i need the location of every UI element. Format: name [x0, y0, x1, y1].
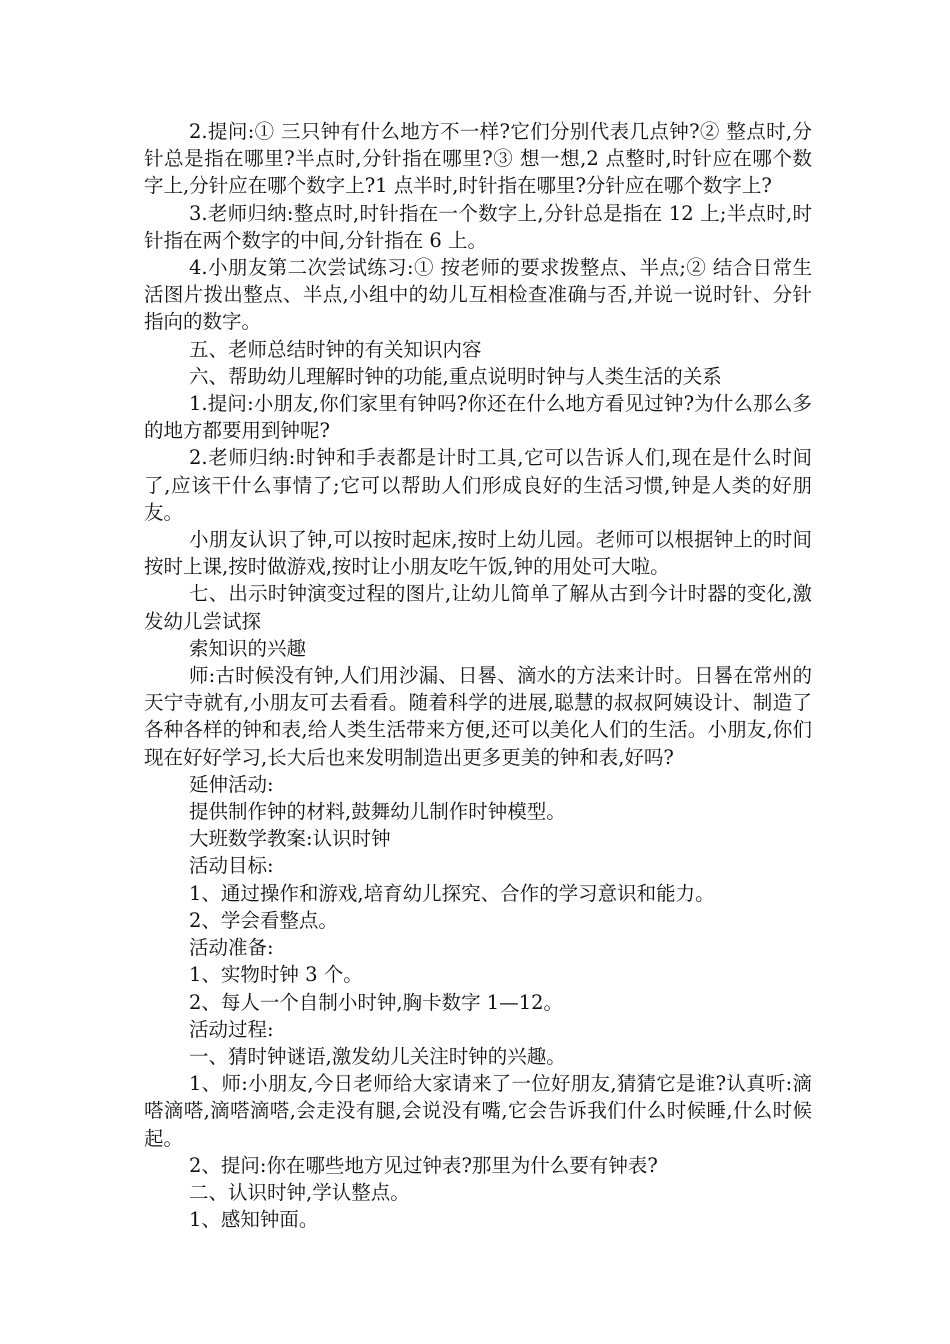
heading-section-seven: 七、出示时钟演变过程的图片,让幼儿简单了解从古到今计时器的变化,激发幼儿尝试探: [144, 582, 812, 633]
heading-section-five: 五、老师总结时钟的有关知识内容: [189, 337, 482, 361]
heading-section-seven-continued: 索知识的兴趣: [189, 636, 307, 660]
process-step-two-clock-face: 1、感知钟面。: [189, 1208, 319, 1232]
preparation-item-2: 2、每人一个自制小时钟,胸卡数字 1—12。: [189, 990, 564, 1014]
goal-item-1: 1、通过操作和游戏,培育幼儿探究、合作的学习意识和能力。: [189, 881, 715, 905]
paragraph-extension-materials: 提供制作钟的材料,鼓舞幼儿制作时钟模型。: [189, 800, 566, 824]
document-page: [144, 118, 812, 1233]
heading-section-six: 六、帮助幼儿理解时钟的功能,重点说明时钟与人类生活的关系: [189, 364, 722, 388]
paragraph-second-practice: 4.小朋友第二次尝试练习:① 按老师的要求拨整点、半点;② 结合日常生活图片拨出整点、半点,小组中的幼儿互相检查准确与否,并说一说时针、分针指向的数字。: [144, 256, 812, 334]
paragraph-teacher-summary-hour-half: 3.老师归纳:整点时,时针指在一个数字上,分针总是指在 12 上;半点时,时针指在两个数字的中间,分针指在 6 上。: [144, 201, 812, 252]
process-step-one: 一、猜时钟谜语,激发幼儿关注时钟的兴趣。: [189, 1044, 566, 1068]
process-step-one-question: 2、提问:你在哪些地方见过钟表?那里为什么要有钟表?: [189, 1153, 658, 1177]
paragraph-teacher-summary-timekeeping: 2.老师归纳:时钟和手表都是计时工具,它可以告诉人们,现在是什么时间了,应该干什么事情了;它可以帮助人们形成良好的生活习惯,钟是人类的好朋友。: [144, 446, 812, 524]
preparation-item-1: 1、实物时钟 3 个。: [189, 963, 363, 987]
label-activity-process: 活动过程:: [189, 1017, 274, 1041]
process-step-two: 二、认识时钟,学认整点。: [189, 1180, 410, 1204]
paragraph-clock-usefulness: 小朋友认识了钟,可以按时起床,按时上幼儿园。老师可以根据钟上的时间按时上课,按时做游戏,按时让小朋友吃午饭,钟的用处可大啦。: [144, 528, 812, 579]
paragraph-question-clock-at-home: 1.提问:小朋友,你们家里有钟吗?你还在什么地方看见过钟?为什么那么多的地方都要用到钟呢?: [144, 392, 812, 443]
paragraph-question-three-clocks: 2.提问:① 三只钟有什么地方不一样?它们分别代表几点钟?② 整点时,分针总是指在哪里?半点时,分针指在哪里?③ 想一想,2 点整时,时针应在哪个数字上,分针应在哪个数字上?1 点半时,时针指在哪里?分针应在哪个数字上?: [144, 120, 812, 198]
label-activity-preparation: 活动准备:: [189, 936, 274, 960]
lesson-plan-title: 大班数学教案:认识时钟: [189, 827, 391, 851]
label-extension-activity: 延伸活动:: [189, 772, 274, 796]
process-step-one-riddle: 1、师:小朋友,今日老师给大家请来了一位好朋友,猜猜它是谁?认真听:滴嗒滴嗒,滴嗒滴嗒,会走没有腿,会说没有嘴,它会告诉我们什么时候睡,什么时候起。: [144, 1072, 812, 1150]
label-activity-goals: 活动目标:: [189, 854, 274, 878]
goal-item-2: 2、学会看整点。: [189, 908, 338, 932]
paragraph-teacher-history: 师:古时候没有钟,人们用沙漏、日晷、滴水的方法来计时。日晷在常州的天宁寺就有,小朋友可去看看。随着科学的进展,聪慧的叔叔阿姨设计、制造了各种各样的钟和表,给人类生活带来方便,还可以美化人们的生活。小朋友,你们现在好好学习,长大后也来发明制造出更多更美的钟和表,好吗?: [144, 664, 812, 769]
